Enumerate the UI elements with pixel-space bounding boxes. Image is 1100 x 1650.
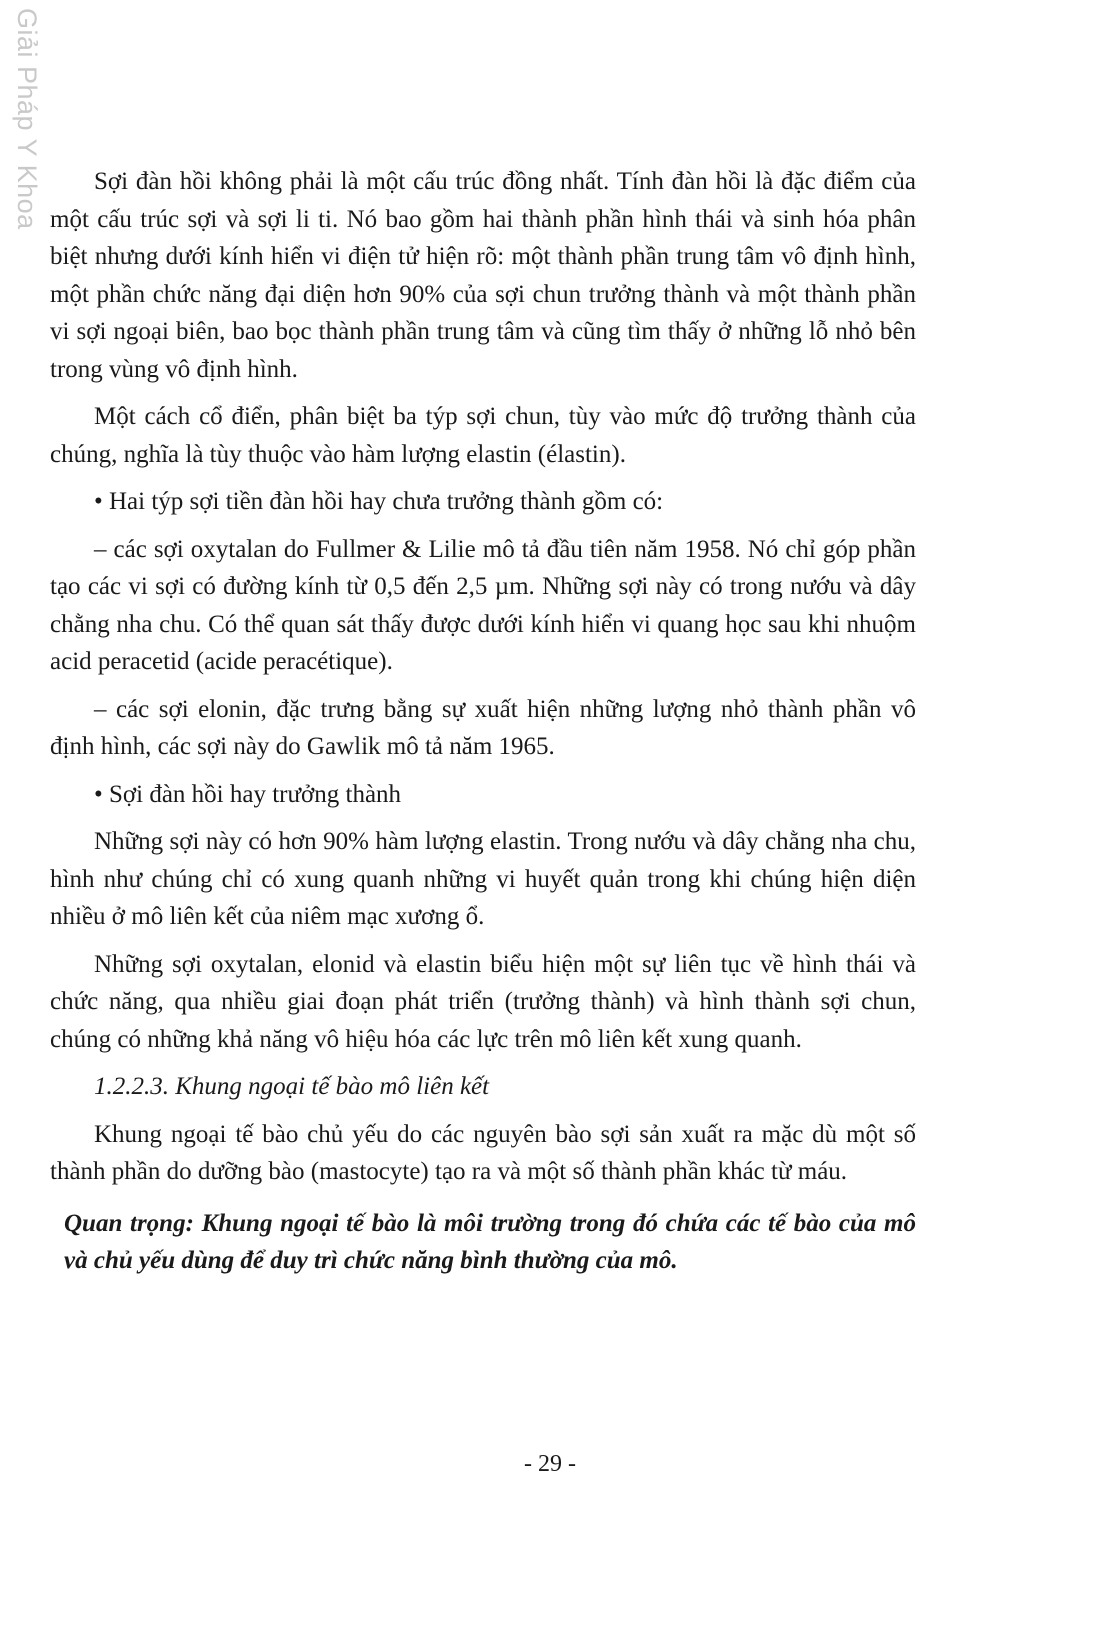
paragraph-mature-fibers: Những sợi này có hơn 90% hàm lượng elastin. Trong nướu và dây chằng nha chu, hình như chúng chỉ có xung quanh những vi huyết quản trong khi chúng hiện diện nhiều ở mô liên kết của niêm mạc xương ổ. xyxy=(50,828,916,930)
paragraph-elastic-fiber-structure: Sợi đàn hồi không phải là một cấu trúc đồng nhất. Tính đàn hồi là đặc điểm của một cấu trúc sợi và sợi li ti. Nó bao gồm hai thành phần hình thái và sinh hóa phân biệt nhưng dưới kính hiển vi điện tử hiện rõ: một thành phần trung tâm vô định hình, một phần chức năng đại diện hơn 90% của sợi chun trưởng thành và một thành phần vi sợi ngoại biên, bao bọc thành phần trung tâm và cũng tìm thấy ở những lỗ nhỏ bên trong vùng vô định hình. xyxy=(50,168,916,383)
bullet-pre-elastic-types: • Hai týp sợi tiền đàn hồi hay chưa trưởng thành gồm có: xyxy=(94,488,664,515)
paragraph-oxytalan: – các sợi oxytalan do Fullmer & Lilie mô tả đầu tiên năm 1958. Nó chỉ góp phần tạo các vi sợi có đường kính từ 0,5 đến 2,5 µm. Những sợi này có trong nướu và dây chằng nha chu. Có thể quan sát thấy được dưới kính hiển vi quang học sau khi nhuộm acid peracetid (acide peracétique). xyxy=(50,535,916,675)
bullet-mature-elastic: • Sợi đàn hồi hay trưởng thành xyxy=(94,780,402,808)
important-label: Quan trọng: xyxy=(64,1209,194,1237)
section-heading: 1.2.2.3. Khung ngoại tế bào mô liên kết xyxy=(94,1073,490,1100)
paragraph-extracellular-matrix: Khung ngoại tế bào chủ yếu do các nguyên bào sợi sản xuất ra mặc dù một số thành phần do dưỡng bào (mastocyte) tạo ra và một số thành phần khác từ máu. xyxy=(50,1120,916,1185)
important-text: Khung ngoại tế bào là môi trường trong đó chứa các tế bào của mô và chủ yếu dùng để duy trì chức năng bình thường của mô. xyxy=(64,1209,917,1274)
important-note xyxy=(50,1205,916,1279)
paragraph-continuity: Những sợi oxytalan, elonid và elastin biểu hiện một sự liên tục về hình thái và chức năng, qua nhiều giai đoạn phát triển (trưởng thành) và hình thành sợi chun, chúng có những khả năng vô hiệu hóa các lực trên mô liên kết xung quanh. xyxy=(50,950,916,1053)
paragraph-fiber-types: Một cách cổ điển, phân biệt ba týp sợi chun, tùy vào mức độ trưởng thành của chúng, nghĩa là tùy thuộc vào hàm lượng elastin (élastin). xyxy=(50,403,916,468)
watermark: Giải Pháp Y Khoa xyxy=(12,8,42,230)
page-number: - 29 - xyxy=(524,1451,576,1477)
paragraph-elonin: – các sợi elonin, đặc trưng bằng sự xuất hiện những lượng nhỏ thành phần vô định hình, các sợi này do Gawlik mô tả năm 1965. xyxy=(50,695,916,760)
page-body xyxy=(50,163,916,1279)
